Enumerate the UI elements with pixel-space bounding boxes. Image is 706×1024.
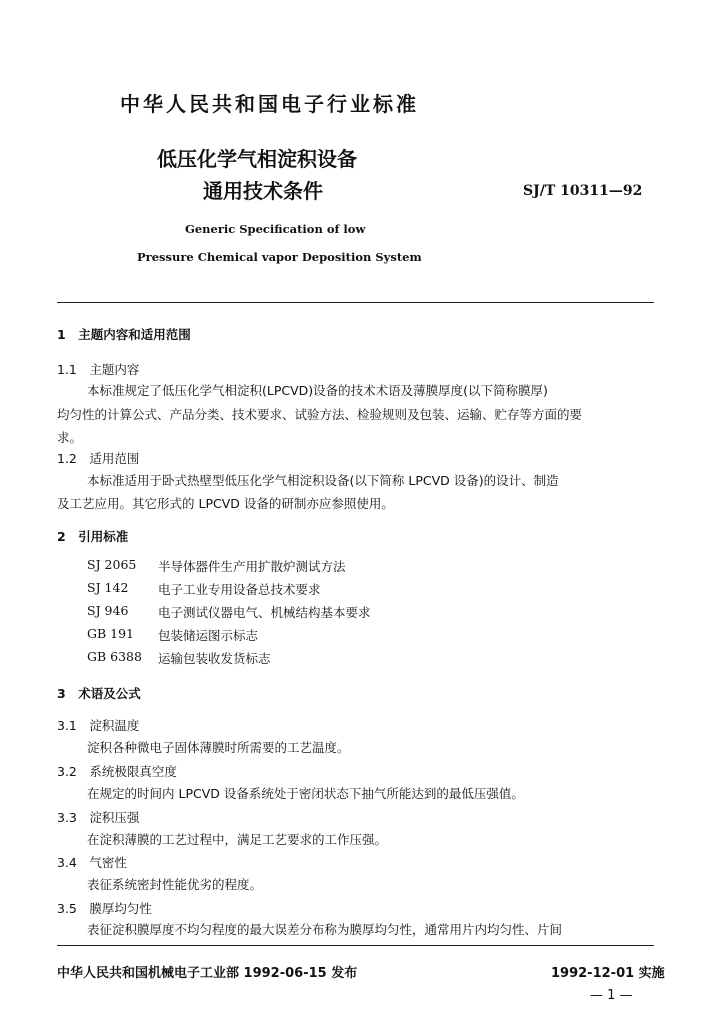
paragraph-line: 均匀性的计算公式、产品分类、技术要求、试验方法、检验规则及包装、运输、贮存等方面的要 xyxy=(57,407,583,422)
reference-title: 包装储运图示标志 xyxy=(158,628,259,643)
paragraph-line: 表征淀积膜厚度不均匀程度的最大误差分布称为膜厚均匀性，通常用片内均匀性、片间 xyxy=(87,922,563,937)
issuer-line: 中华人民共和国机械电子工业部 1992-06-15 发布 xyxy=(57,966,358,981)
section-3-3-heading: 3.3 淀积压强 xyxy=(57,810,140,825)
reference-code: SJ 2065 xyxy=(87,557,137,572)
page-number: — 1 — xyxy=(590,988,633,1003)
reference-title: 运输包装收发货标志 xyxy=(158,651,271,666)
reference-code: SJ 142 xyxy=(87,580,129,595)
section-3-4-heading: 3.4 气密性 xyxy=(57,855,127,870)
section-3-1-heading: 3.1 淀积温度 xyxy=(57,718,140,733)
section-2-heading: 2 引用标准 xyxy=(57,529,129,544)
reference-title: 电子工业专用设备总技术要求 xyxy=(158,582,321,597)
paragraph-line: 淀积各种微电子固体薄膜时所需要的工艺温度。 xyxy=(87,740,350,755)
paragraph-line: 在淀积薄膜的工艺过程中，满足工艺要求的工作压强。 xyxy=(87,832,388,847)
reference-title: 半导体器件生产用扩散炉测试方法 xyxy=(158,559,346,574)
document-title-line1: 低压化学气相淀积设备 xyxy=(157,147,357,171)
document-title-line2: 通用技术条件 xyxy=(203,179,323,203)
reference-code: GB 191 xyxy=(87,626,135,641)
paragraph-line: 本标准适用于卧式热壁型低压化学气相淀积设备(以下简称 LPCVD 设备)的设计、制造 xyxy=(87,473,559,488)
section-3-2-heading: 3.2 系统极限真空度 xyxy=(57,764,177,779)
standard-code: SJ/T 10311—92 xyxy=(523,183,643,199)
paragraph-line: 求。 xyxy=(57,430,83,445)
paragraph-line: 本标准规定了低压化学气相淀积(LPCVD)设备的技术术语及薄膜厚度(以下简称膜厚) xyxy=(87,383,548,398)
reference-title: 电子测试仪器电气、机械结构基本要求 xyxy=(158,605,371,620)
section-1-2-heading: 1.2 适用范围 xyxy=(57,451,140,466)
english-title-line1: Generic Specification of low xyxy=(185,222,366,236)
standard-organization: 中华人民共和国电子行业标准 xyxy=(120,92,419,116)
footer-divider xyxy=(57,945,654,946)
effective-date: 1992-12-01 实施 xyxy=(551,966,665,981)
english-title-line2: Pressure Chemical vapor Deposition System xyxy=(137,250,422,264)
section-1-1-heading: 1.1 主题内容 xyxy=(57,362,140,377)
reference-code: GB 6388 xyxy=(87,649,142,664)
header-divider xyxy=(57,302,654,303)
paragraph-line: 及工艺应用。其它形式的 LPCVD 设备的研制亦应参照使用。 xyxy=(57,496,394,511)
paragraph-line: 表征系统密封性能优劣的程度。 xyxy=(87,877,263,892)
section-1-heading: 1 主题内容和适用范围 xyxy=(57,327,191,342)
section-3-heading: 3 术语及公式 xyxy=(57,686,141,701)
reference-code: SJ 946 xyxy=(87,603,129,618)
section-3-5-heading: 3.5 膜厚均匀性 xyxy=(57,901,152,916)
paragraph-line: 在规定的时间内 LPCVD 设备系统处于密闭状态下抽气所能达到的最低压强值。 xyxy=(87,786,524,801)
